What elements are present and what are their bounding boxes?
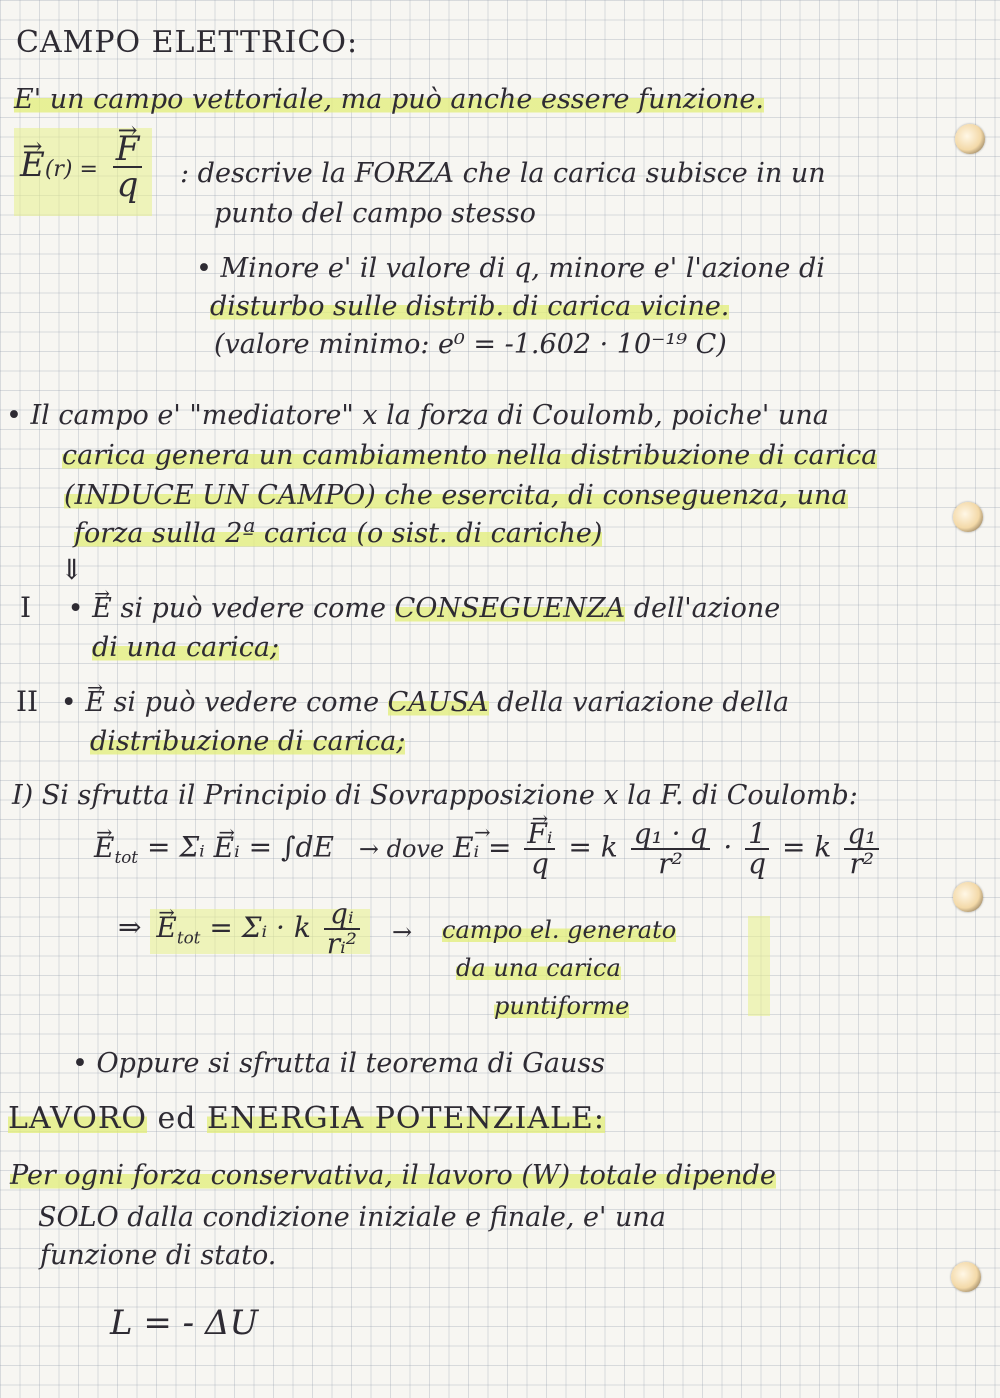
equation-note-3: puntiforme	[494, 992, 630, 1020]
point-I-line-2: di una carica;	[92, 632, 280, 663]
mediatore-line-1: • Il campo e' "mediatore" x la forza di Coulomb, poiche' una	[6, 400, 829, 431]
fraction-F-over-q: → $\frac{F}{q}$	[113, 132, 143, 202]
minore-line-3: (valore minimo: e⁰ = -1.602 · 10⁻¹⁹ C)	[214, 329, 727, 360]
punch-hole-1	[955, 124, 985, 154]
punch-hole-2	[953, 502, 983, 532]
lavoro-line-1: Per ogni forza conservativa, il lavoro (W) totale dipende	[10, 1160, 776, 1191]
equation-note-1: campo el. generato	[442, 916, 677, 944]
mediatore-line-4: forza sulla 2ª carica (o sist. di cariche)	[74, 518, 603, 549]
minore-line-2: disturbo sulle distrib. di carica vicine.	[210, 291, 730, 322]
heading-campo-elettrico: CAMPO ELETTRICO:	[16, 25, 359, 60]
mediatore-line-3: (INDUCE UN CAMPO) che esercita, di conseguenza, una	[64, 480, 848, 511]
point-I-line-1: I • → E si può vedere come CONSEGUENZA dell'azione	[20, 594, 780, 622]
equation-point-charge: ⇒ → $E_{tot}$ = Σᵢ · k $\frac{\text{qᵢ}}{\text{rᵢ²}}$	[118, 900, 370, 958]
vector-E: → E	[20, 148, 45, 182]
mediatore-line-2: carica genera un cambiamento nella distribuzione di carica	[62, 440, 878, 471]
definition-formula: → E(r) = → $\frac{F}{q}$	[14, 128, 152, 216]
highlight-bracket	[748, 916, 770, 1016]
punch-hole-4	[951, 1262, 981, 1292]
intro-line: E' un campo vettoriale, ma può anche essere funzione.	[14, 84, 764, 115]
definition-desc-2: punto del campo stesso	[214, 198, 536, 229]
vector-E-II: → E	[85, 689, 105, 716]
vector-E-I: → E	[92, 595, 112, 622]
lavoro-line-2: SOLO dalla condizione iniziale e finale, e' una	[38, 1202, 666, 1233]
punch-hole-3	[953, 882, 983, 912]
equation-note-2: da una carica	[456, 954, 621, 982]
heading-lavoro-energia: LAVORO ed ENERGIA POTENZIALE:	[8, 1101, 605, 1136]
down-arrow: ⇓	[60, 553, 84, 586]
equation-superposition: → $E_{tot}$ = Σᵢ → Eᵢ = ∫dE → dove → Eᵢ = → $\frac{\text{Fᵢ}}{q}$ = k $\frac{\text{q₁ · q}}{\text{r²}}$ · $\frac{1}{q}$ = k $\frac{\text{q₁}}{\text{r²}}$	[94, 820, 883, 878]
equation-note-arrow: →	[392, 918, 413, 946]
definition-desc-1: : descrive la FORZA che la carica subisce in un	[180, 158, 826, 189]
point-II-line-2: distribuzione di carica;	[90, 726, 406, 757]
formula-work-energy: L = - ΔU	[110, 1303, 259, 1343]
oppure-line: • Oppure si sfrutta il teorema di Gauss	[72, 1048, 606, 1079]
point-II-line-1: II • → E si può vedere come CAUSA della variazione della	[16, 688, 789, 716]
sovrapposizione-line: I) Si sfrutta il Principio di Sovrapposizione x la F. di Coulomb:	[12, 780, 858, 811]
lavoro-line-3: funzione di stato.	[40, 1240, 277, 1271]
minore-line-1: • Minore e' il valore di q, minore e' l'azione di	[196, 253, 825, 284]
